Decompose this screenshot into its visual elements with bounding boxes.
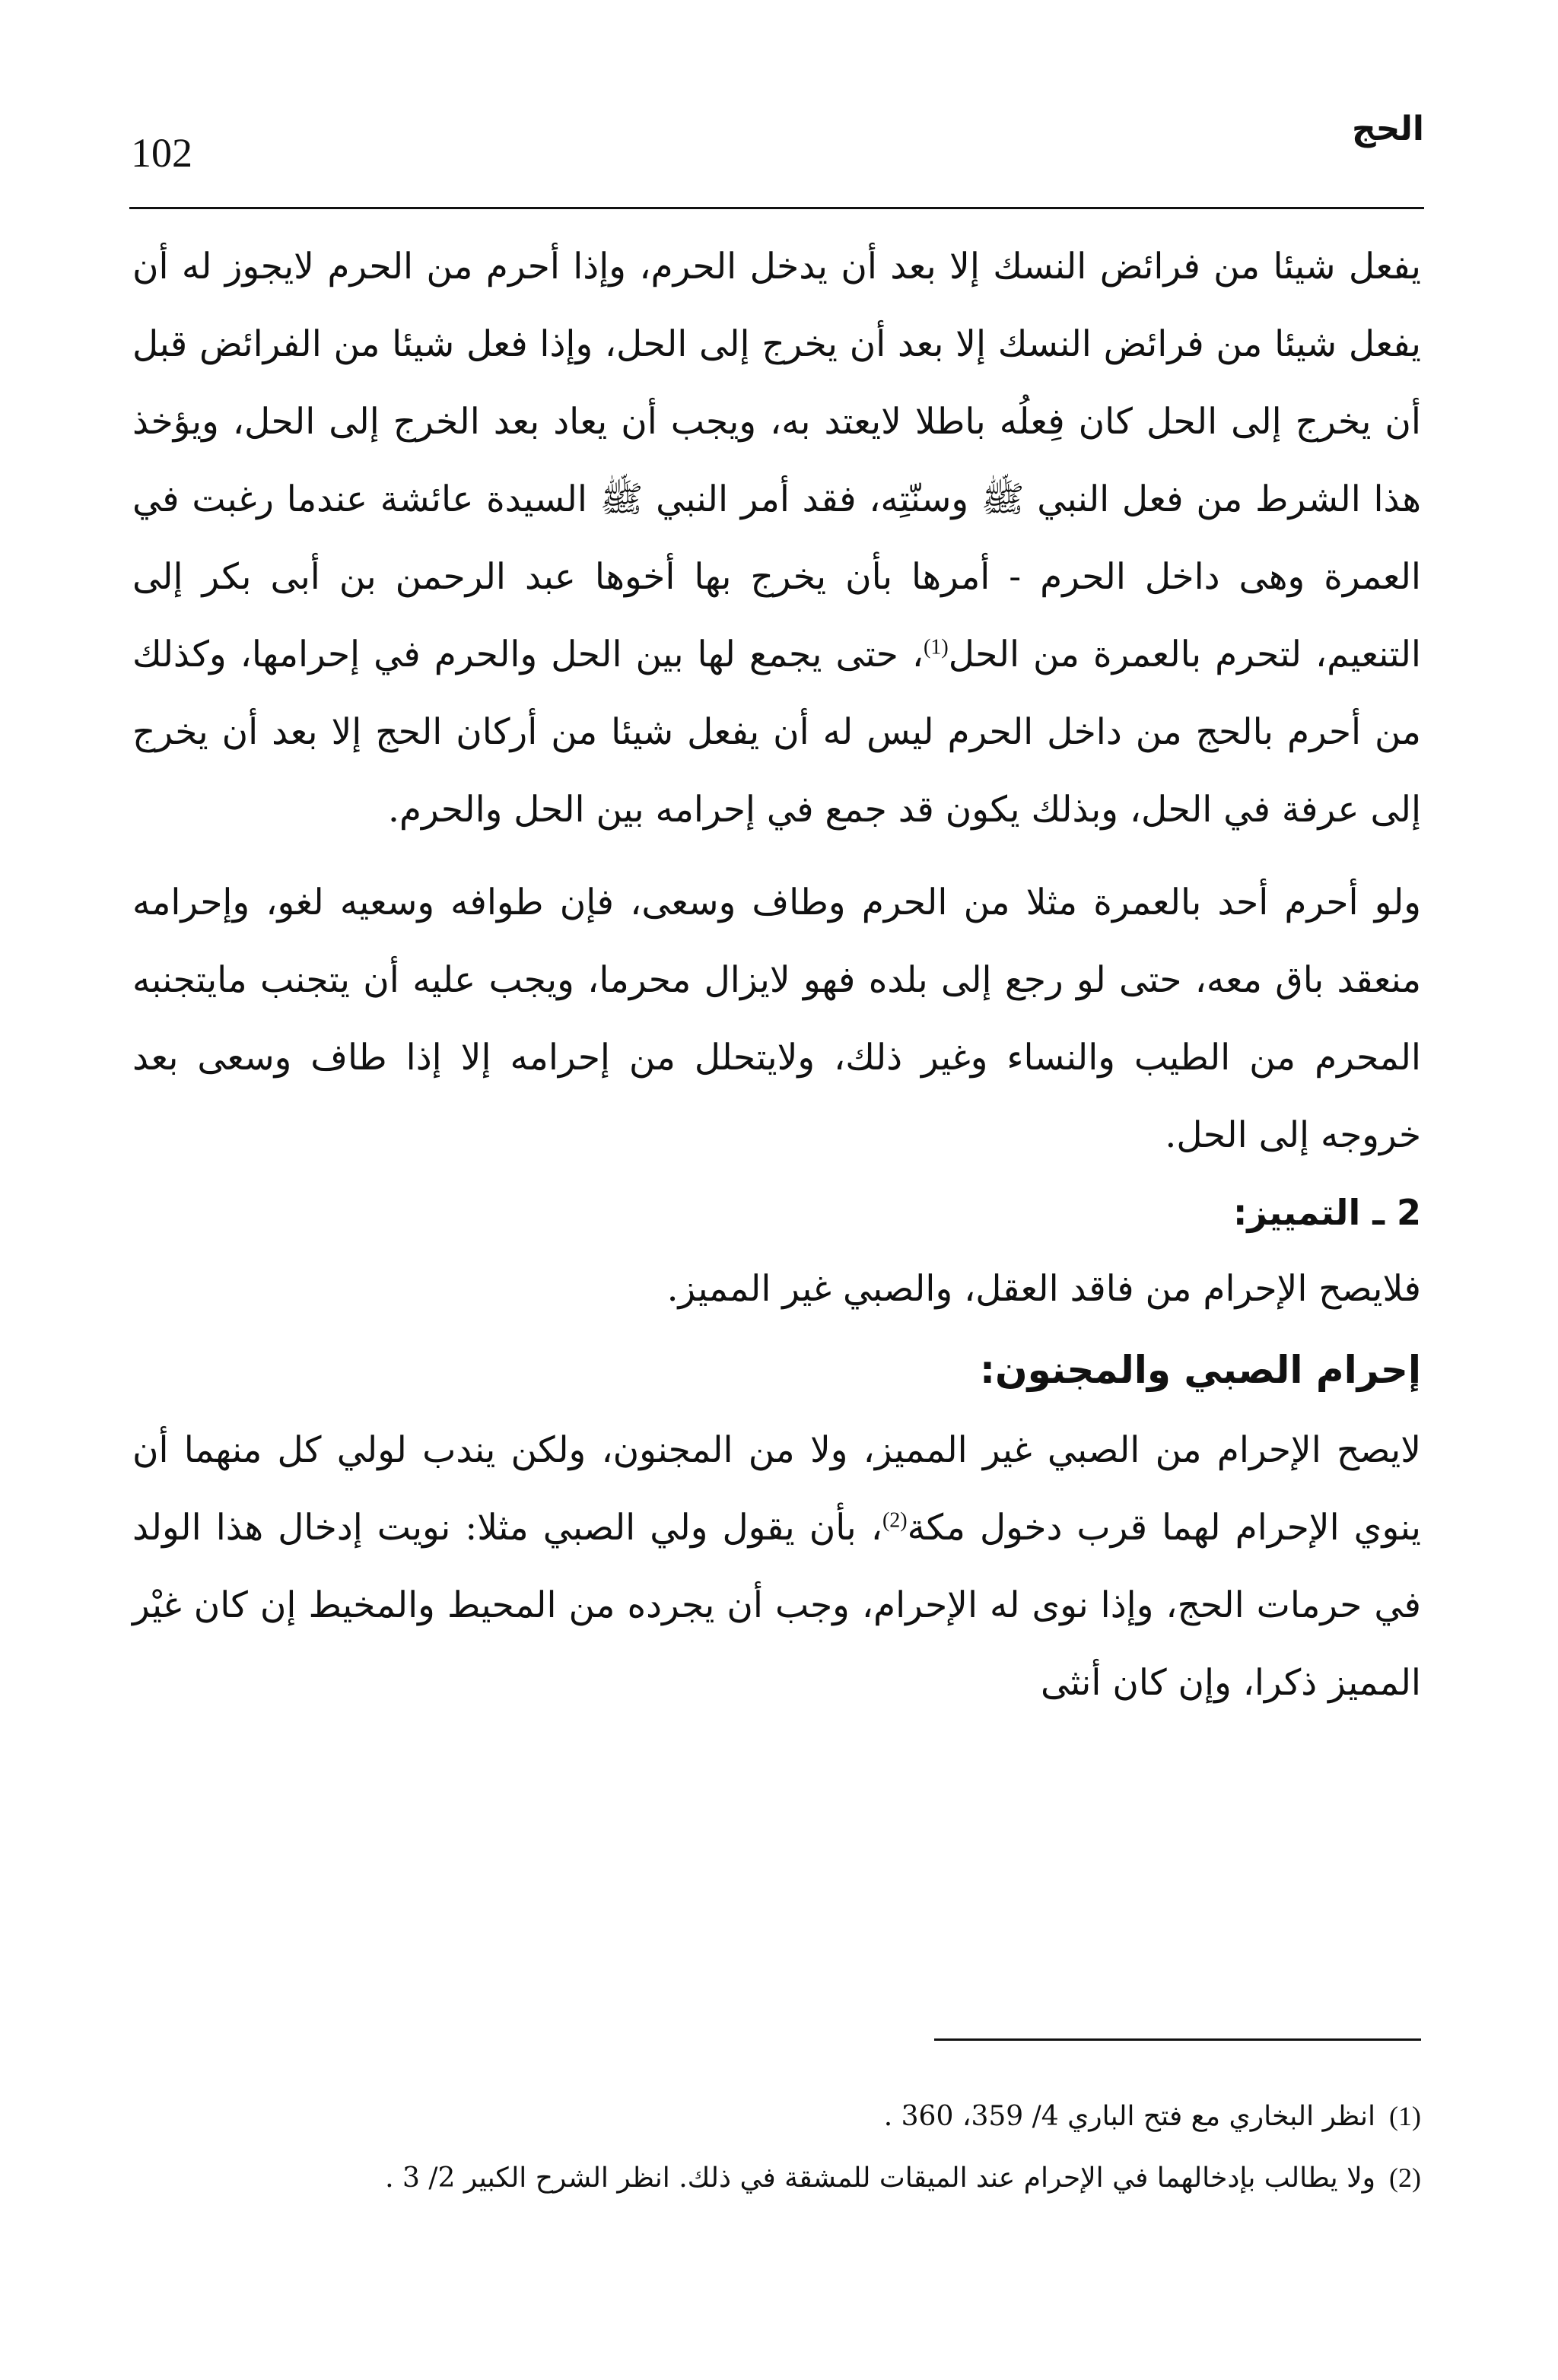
footnote-marker: (2) (1389, 2162, 1421, 2193)
footnote-text: انظر البخاري مع فتح الباري 4/ 359، 360 . (883, 2101, 1375, 2132)
paragraph-tamyeez: فلايصح الإحرام من فاقد العقل، والصبي غير المميز. (666, 1268, 1421, 1310)
paragraph-text: ، حتى يجمع لها بين الحل والحرم في إحرامها، وكذلك من أحرم بالحج من داخل الحرم ليس له أن يفعل شيئا من أركان الحج إلا بعد أن يخرج إلى عرفة في الحل، وبذلك يكون قد جمع في إحرامه بين الحل والحرم. (132, 634, 1421, 831)
paragraph-text: يفعل شيئا من فرائض النسك إلا بعد أن يدخل الحرم، وإذا أحرم من الحرم لايجوز له أن يفعل شيئا من فرائض النسك إلا بعد أن يخرج إلى الحل، وإذا فعل شيئا من الفرائض قبل أن يخرج إلى الحل كان فِعلُه باطلا لايعتد به، ويجب أن يعاد بعد الخرج إلى الحل، ويؤخذ هذا الشرط من فعل النبي ﷺ وسنّتِه، فقد أمر النبي ﷺ السيدة عائشة عندما رغبت في العمرة وهى داخل الحرم - أمرها بأن يخرج بها أخوها عبد الرحمن بن أبى بكر إلى التنعيم، لتحرم بالعمرة من الحل (132, 246, 1421, 675)
subheading-tamyeez: 2 ـ التمييز: (1233, 1192, 1421, 1233)
footnote-2 (132, 2147, 1421, 2209)
section-heading: إحرام الصبي والمجنون: (979, 1348, 1421, 1392)
paragraph-text: ، بأن يقول ولي الصبي مثلا: نويت إدخال هذا الولد في حرمات الحج، وإذا نوى له الإحرام، وجب أن يجرده من المحيط والمخيط إن كان غيْر المميز ذكرا، وإن كان أنثى (132, 1507, 1421, 1704)
footnote-ref-2: (2) (882, 1508, 908, 1533)
footnotes (132, 2086, 1421, 2209)
paragraph-umrah-from-haram: ولو أحرم أحد بالعمرة مثلا من الحرم وطاف وسعى، فإن طوافه وسعيه لغو، وإحرامه منعقد باق معه، حتى لو رجع إلى بلده فهو لايزال محرما، ويجب عليه أن يتجنب مايتجنبه المحرم من الطيب والنساء وغير ذلك، ولايتحلل من إحرامه إلا إذا طاف وسعى بعد خروجه إلى الحل. (132, 882, 1421, 1156)
main-text (132, 228, 1421, 1722)
footnote-ref-1: (1) (924, 635, 949, 659)
page-number: 102 (131, 130, 192, 176)
footnote-1 (132, 2086, 1421, 2147)
page-header (129, 106, 1424, 209)
paragraph-child-ihram (132, 1412, 1421, 1722)
footnote-marker: (1) (1389, 2101, 1421, 2131)
paragraph-text: لايصح الإحرام من الصبي غير المميز، ولا من المجنون، ولكن يندب لولي كل منهما أن ينوي الإحرام لهما قرب دخول مكة (132, 1429, 1421, 1549)
running-title: الحج (1351, 110, 1424, 148)
paragraph-hajj-conditions (132, 228, 1421, 849)
footnote-divider (934, 2038, 1421, 2041)
footnote-text: ولا يطالب بإدخالهما في الإحرام عند الميقات للمشقة في ذلك. انظر الشرح الكبير 2/ 3 . (385, 2162, 1375, 2194)
